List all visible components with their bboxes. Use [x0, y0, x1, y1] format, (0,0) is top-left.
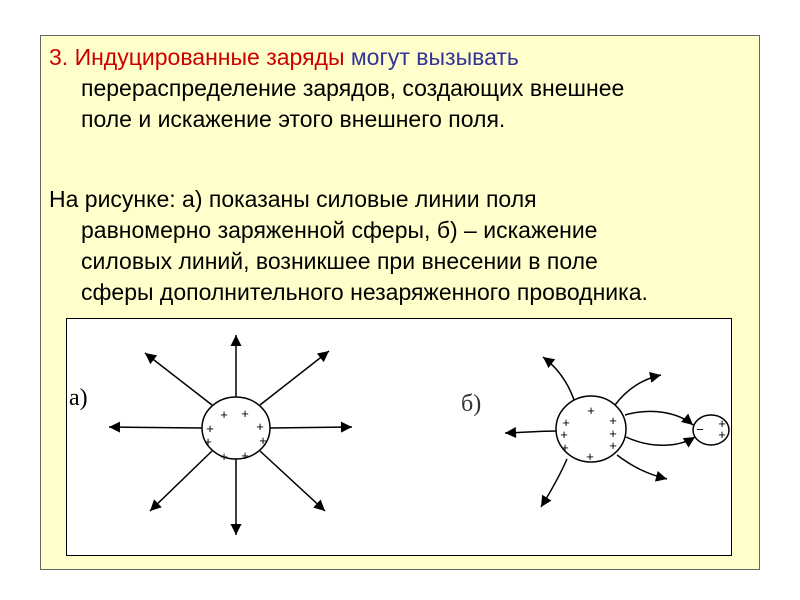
svg-text:+: + [609, 426, 617, 441]
field-lines-diagram [67, 319, 731, 555]
svg-text:+: + [718, 416, 726, 431]
slide [40, 35, 760, 570]
field-line-b-right-upper [625, 411, 693, 425]
field-line-lower-left [150, 451, 212, 511]
field-line-b-right-lower [626, 437, 695, 445]
svg-text:+: + [220, 449, 228, 464]
svg-text:+: + [241, 406, 249, 421]
svg-text:+: + [220, 407, 228, 422]
svg-text:+: + [241, 448, 249, 463]
svg-text:+: + [586, 449, 594, 464]
field-line-b-left [505, 431, 557, 433]
field-line-b-up [543, 357, 575, 403]
field-line-left [109, 427, 202, 428]
heading-induced-charges: 3. Индуцированные заряды [49, 44, 345, 70]
svg-text:+: + [204, 434, 212, 449]
svg-text:+: + [561, 440, 569, 455]
paragraph2-line4: сферы дополнительного незаряженного проводника. [81, 279, 648, 305]
svg-text:+: + [560, 427, 568, 442]
field-line-upper-right [260, 351, 329, 405]
svg-text:+: + [256, 419, 264, 434]
field-line-lower-right [260, 451, 325, 511]
label-b: б) [461, 391, 482, 417]
svg-text:+: + [609, 438, 617, 453]
paragraph2-line1: На рисунке: а) показаны силовые линии поля [49, 186, 537, 212]
field-line-b-upper-right [615, 375, 661, 405]
paragraph2-line2: равномерно заряженной сферы, б) – искажение [81, 217, 598, 243]
field-line-b-down [541, 459, 567, 507]
svg-text:+: + [206, 421, 214, 436]
svg-text:−: − [696, 422, 704, 437]
paragraph1-line2: перераспределение зарядов, создающих внешнее [81, 75, 625, 101]
field-line-b-lower-right [617, 455, 667, 479]
field-lines-figure [66, 318, 732, 556]
field-line-right [270, 427, 352, 428]
paragraph1-line3: поле и искажение этого внешнего поля. [81, 106, 506, 132]
svg-text:+: + [562, 415, 570, 430]
paragraph2-line3: силовых линий, возникшее при внесении в поле [81, 248, 598, 274]
paragraph1-line1 [49, 42, 739, 73]
field-line-upper-left [145, 353, 212, 405]
svg-text:+: + [609, 413, 617, 428]
svg-text:+: + [587, 403, 595, 418]
paragraph-induced-charges [49, 42, 739, 135]
svg-text:+: + [259, 433, 267, 448]
paragraph-figure-description [49, 184, 739, 308]
svg-text:+: + [718, 427, 726, 442]
label-a: а) [69, 385, 88, 411]
phrase-can-cause: могут вызывать [344, 44, 519, 70]
